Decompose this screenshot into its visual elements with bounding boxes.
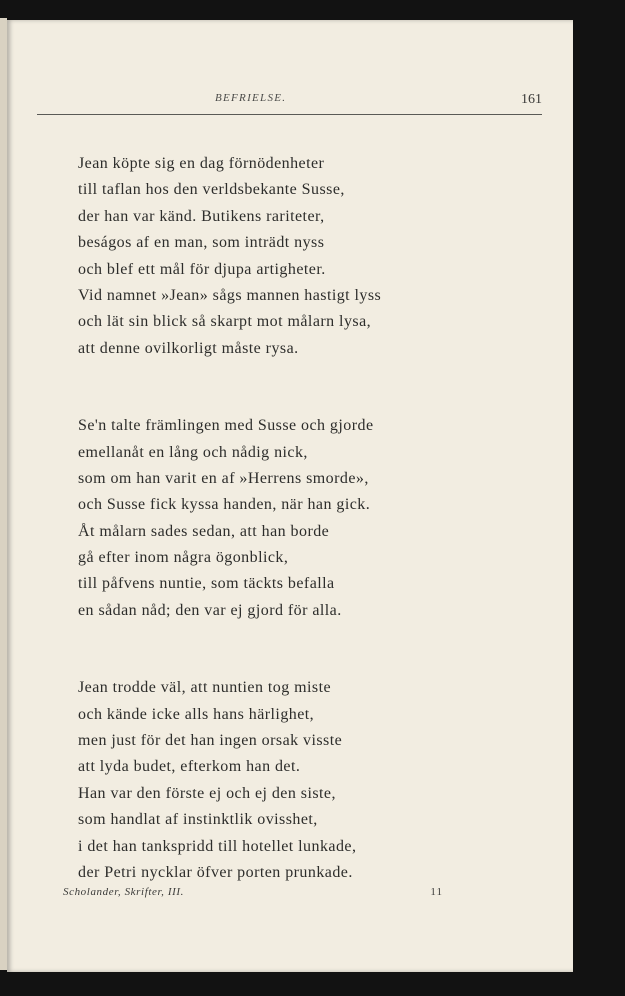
verse-line: och blef ett mål för djupa artigheter.	[78, 260, 326, 278]
verse-line: och lät sin blick så skarpt mot målarn lysa,	[78, 313, 372, 331]
page-footer	[63, 886, 443, 906]
page-number: 161	[521, 92, 542, 107]
verse-line: Jean köpte sig en dag förnödenheter	[78, 155, 325, 172]
verse-line: i det han tankspridd till hotellet lunkade,	[78, 837, 357, 855]
verse-line: och Susse fick kyssa handen, när han gick.	[78, 496, 371, 514]
verse-line: och kände icke alls hans härlighet,	[78, 705, 315, 723]
page-header	[37, 90, 542, 120]
verse-line: som om han varit en af »Herrens smorde»,	[78, 469, 369, 487]
stanza-2	[78, 413, 548, 624]
previous-page-edge	[0, 18, 7, 970]
verse-line: som handlat af instinktlik ovisshet,	[78, 811, 318, 829]
verse-line: emellanåt en lång och nådig nick,	[78, 443, 308, 461]
verse-line: Jean trodde väl, att nuntien tog miste	[78, 679, 332, 697]
verse-line: Åt målarn sades sedan, att han borde	[78, 522, 330, 540]
running-head: BEFRIELSE.	[215, 92, 287, 104]
verse-line: men just för det han ingen orsak visste	[78, 732, 343, 750]
verse-line: till taflan hos den verldsbekante Susse,	[78, 181, 345, 199]
verse-line: gå efter inom några ögonblick,	[78, 549, 289, 567]
verse-line: Se'n talte främlingen med Susse och gjorde	[78, 417, 374, 435]
signature-mark: Scholander, Skrifter, III.	[63, 886, 184, 898]
verse-line: Han var den förste ej och ej den siste,	[78, 784, 336, 802]
verse-line: der Petri nycklar öfver porten prunkade.	[78, 863, 353, 881]
verse-line: att denne ovilkorligt måste rysa.	[78, 339, 299, 357]
sheet-number: 11	[430, 886, 443, 898]
stanza-3	[78, 675, 548, 886]
verse-line: der han var känd. Butikens rariteter,	[78, 207, 325, 225]
book-page	[7, 20, 573, 972]
verse-line: till påfvens nuntie, som täckts befalla	[78, 575, 335, 593]
header-rule	[37, 114, 542, 115]
verse-line: Vid namnet »Jean» sågs mannen hastigt lyss	[78, 286, 382, 304]
verse-line: en sådan nåd; den var ej gjord för alla.	[78, 601, 342, 619]
stanza-1	[78, 151, 548, 362]
verse-line: att lyda budet, efterkom han det.	[78, 758, 301, 776]
verse-line: beságos af en man, som inträdt nyss	[78, 234, 325, 252]
poem-text	[78, 151, 548, 937]
